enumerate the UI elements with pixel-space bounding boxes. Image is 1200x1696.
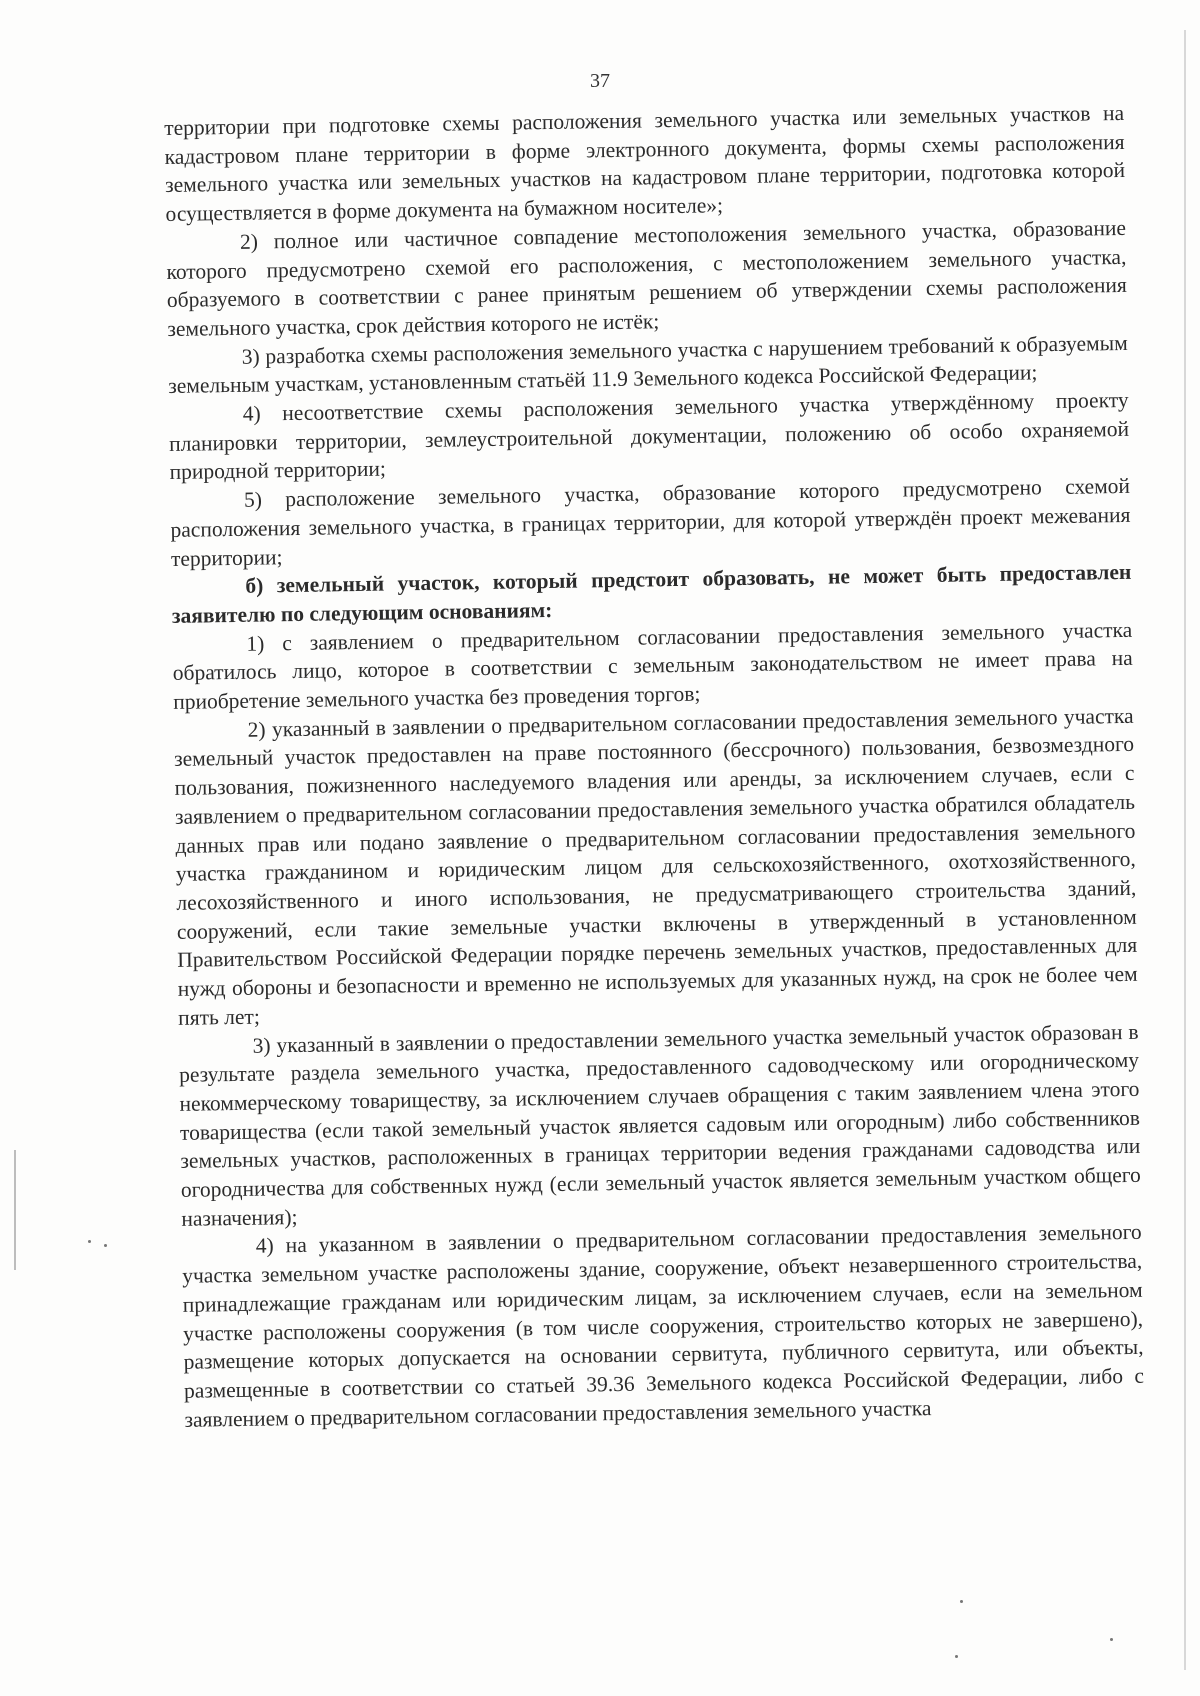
scan-edge-line xyxy=(1184,30,1186,1670)
paragraph-item-b4: 4) на указанном в заявлении о предварительном согласовании предоставления земельного участка земельном участке расположены здание, сооружение, объект незавершенного строительства, принадлежащие гражданам или юридическим лицам, за исключением случаев, если на земельном участке расположены сооружения (в том числе сооружения, строительство которых не завершено), размещение которых допускается на основании сервитута, публичного сервитута, или объекты, размещенные в соответствии со статьей 39.36 Земельного кодекса Российской Федерации, либо с заявлением о предварительном согласовании предоставления земельного участка xyxy=(182,1220,1145,1432)
section-heading-b: б) земельный участок, который предстоит образовать, не может быть предоставлен заявителю по следующим основаниям: xyxy=(171,560,1132,628)
paragraph-continuation: территории при подготовке схемы расположения земельного участка или земельных участков на кадастровом плане территории в форме электронного документа, формы схемы расположения земельного участка или земельных участков на кадастровом плане территории, подготовка которой осуществляется в форме документа на бумажном носителе»; xyxy=(164,100,1126,227)
paragraph-item-b2: 2) указанный в заявлении о предварительном согласовании предоставления земельного участка земельный участок предоставлен на праве постоянного (бессрочного) пользования, безвозмездного пользования, пожизненного наследуемого владения или аренды, за исключением случаев, если с заявлением о предварительном согласовании предоставления земельного участка обратился обладатель данных прав или подано заявление о предварительном согласовании предоставления земельного участка гражданином и юридическим лицом для сельскохозяйственного, охотхозяйственного, лесохозяйственного и иного использования, не предусматривающего строительства зданий, сооружений, если такие земельные участки включены в утвержденный в установленном Правительством Российской Федерации порядке перечень земельных участков, предоставленных для нужд обороны и безопасности и временно не используемых для указанных нужд, на срок не более чем пять лет; xyxy=(173,703,1138,1030)
page-number: 37 xyxy=(590,70,610,92)
scan-speck xyxy=(960,1600,963,1603)
paragraph-item-b3: 3) указанный в заявлении о предоставлении земельного участка земельный участок образован в результате раздела земельного участка, предоставленного садоводческому или огородническому некоммерческому товариществу, за исключением случаев обращения с таким заявлением члена этого товарищества (если такой земельный участок является садовым или огородным) либо собственников земельных участков, расположенных в границах территории ведения гражданами садоводства или огородничества для собственных нужд (если земельный участок является земельным участком общего назначения); xyxy=(178,1019,1141,1231)
document-body xyxy=(164,99,1145,1434)
paragraph-item-b1: 1) с заявлением о предварительном согласовании предоставления земельного участка обратилось лицо, которое в соответствии с земельным законодательством не имеет права на приобретение земельного участка без проведения торгов; xyxy=(172,617,1133,714)
paragraph-item-a3: 3) разработка схемы расположения земельного участка с нарушением требований к образуемым земельным участкам, установленным статьёй 11.9 Земельного кодекса Российской Федерации; xyxy=(168,330,1128,399)
scan-speck xyxy=(88,1240,91,1243)
scan-speck xyxy=(104,1244,107,1247)
paragraph-item-a4: 4) несоответствие схемы расположения земельного участка утверждённому проекту планировки территории, землеустроительной документации, положению об особо охраняемой природной территории; xyxy=(168,387,1130,485)
paragraph-item-a2: 2) полное или частичное совпадение местоположения земельного участка, образование которого предусмотрено схемой его расположения, с местоположением земельного участка, образуемого в соответствии с ранее принятым решением об утверждении схемы расположения земельного участка, срок действия которого не истёк; xyxy=(166,215,1127,341)
scan-speck xyxy=(955,1655,958,1658)
paragraph-item-a5: 5) расположение земельного участка, образование которого предусмотрено схемой расположения земельного участка, в границах территории, для которой утверждён проект межевания территории; xyxy=(170,474,1131,571)
scan-speck xyxy=(1110,1638,1113,1641)
scan-left-mark xyxy=(14,1150,16,1270)
